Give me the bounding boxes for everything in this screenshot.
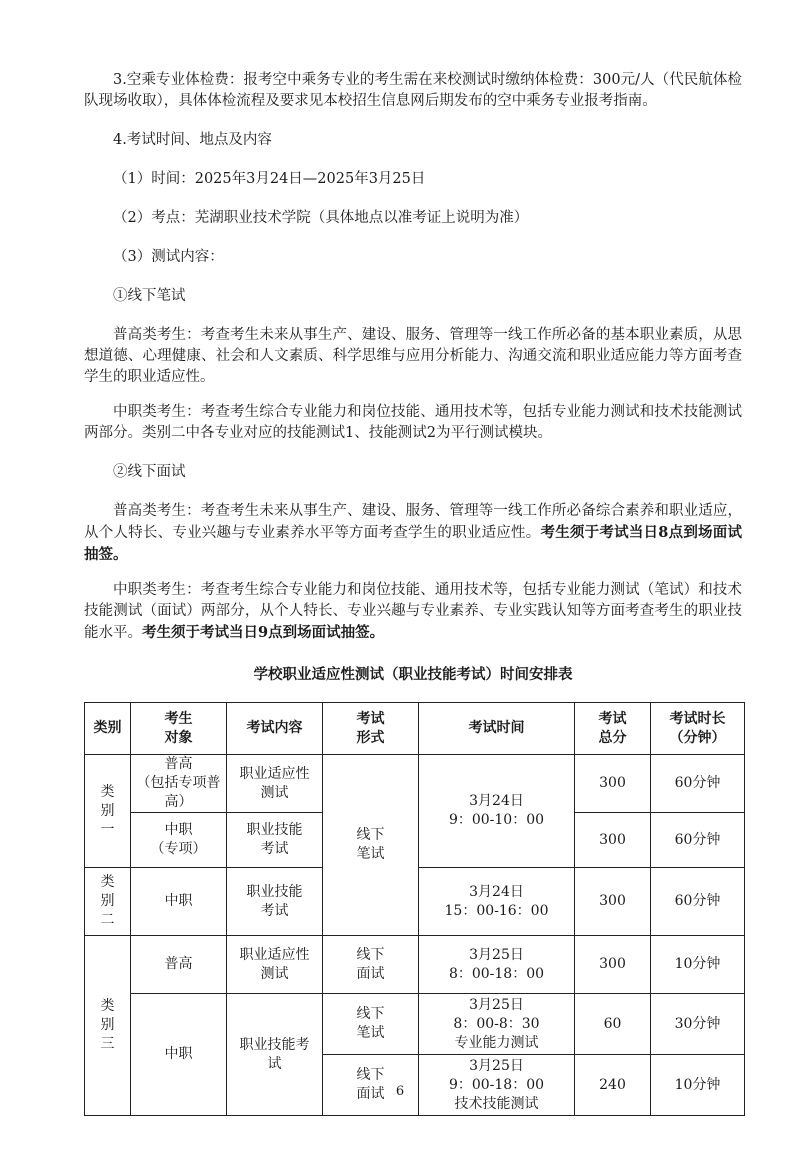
paragraph-vocational-written: 中职类考生：考查考生综合专业能力和岗位技能、通用技术等，包括专业能力测试和技术技能测试两部分。类别二中各专业对应的技能测试1、技能测试2为平行测试模块。 <box>84 404 742 441</box>
cell-form: 线下 面试 <box>323 1055 419 1116</box>
cell-form: 线下 笔试 <box>323 994 419 1055</box>
cell-score: 300 <box>575 936 651 994</box>
cell-target: 中职 <box>131 994 227 1116</box>
paragraph-exam-time: （1）时间：2025年3月24日—2025年3月25日 <box>113 171 426 187</box>
paragraph-physical-exam-fee: 3.空乘专业体检费：报考空中乘务专业的考生需在来校测试时缴纳体检费：300元/人（代民航体检队现场收取），具体体检流程及要求见本校招生信息网后期发布的空中乘务专业报考指南。 <box>84 72 742 109</box>
table-row <box>85 755 745 813</box>
cell-content: 职业技能考 试 <box>227 994 323 1116</box>
cell-score: 300 <box>575 868 651 936</box>
header-target: 考生 对象 <box>131 703 227 755</box>
cell-duration: 60分钟 <box>651 813 745 868</box>
page-number: 6 <box>395 1084 405 1099</box>
table-title: 学校职业适应性测试（职业技能考试）时间安排表 <box>253 666 573 683</box>
paragraph-interview: ②线下面试 <box>113 464 186 480</box>
cell-content: 职业适应性 测试 <box>227 755 323 813</box>
schedule-table <box>84 702 745 1116</box>
cell-duration: 10分钟 <box>651 1055 745 1116</box>
cell-duration: 30分钟 <box>651 994 745 1055</box>
general-interview-text: 普高类考生：考查考生未来从事生产、建设、服务、管理等一线工作所必备综合素养和职业适应，从个人特长、专业兴趣与专业素养水平等方面考查学生的职业适应性。 <box>84 503 742 541</box>
header-time: 考试时间 <box>419 703 575 755</box>
cell-duration: 60分钟 <box>651 755 745 813</box>
cell-target: 中职 <box>131 868 227 936</box>
table-header-row <box>85 703 745 755</box>
cell-target: 普高 <box>131 936 227 994</box>
category-three: 类 别 三 <box>85 936 131 1116</box>
table-row <box>85 936 745 994</box>
cell-time: 3月25日 8：00-18：00 <box>419 936 575 994</box>
general-interview-notice: 考生须于考试当日8点到场面试抽签。 <box>84 524 742 563</box>
cell-duration: 10分钟 <box>651 936 745 994</box>
cell-time: 3月25日 9：00-18：00 技术技能测试 <box>419 1055 575 1116</box>
cell-duration: 60分钟 <box>651 868 745 936</box>
header-form: 考试 形式 <box>323 703 419 755</box>
cell-content: 职业技能 考试 <box>227 868 323 936</box>
vocational-interview-text: 中职类考生：考查考生综合专业能力和岗位技能、通用技术等，包括专业能力测试（笔试）和技术技能测试（面试）两部分，从个人特长、专业兴趣与专业素养、专业实践认知等方面考查考生的职业技能水平。 <box>84 582 742 641</box>
cell-target: 普高 （包括专项普 高） <box>131 755 227 813</box>
header-content: 考试内容 <box>227 703 323 755</box>
paragraph-vocational-interview <box>84 580 742 644</box>
cell-score: 240 <box>575 1055 651 1116</box>
cell-form: 线下 笔试 <box>323 755 419 936</box>
paragraph-exam-location: （2）考点：芜湖职业技术学院（具体地点以准考证上说明为准） <box>113 210 529 226</box>
table-row <box>85 994 745 1055</box>
paragraph-written-test: ①线下笔试 <box>113 288 186 304</box>
document-page <box>84 70 742 1116</box>
cell-time: 3月24日 9：00-10：00 <box>419 755 575 868</box>
paragraph-test-content: （3）测试内容： <box>113 249 224 265</box>
category-one: 类 别 一 <box>85 755 131 868</box>
header-category: 类别 <box>85 703 131 755</box>
cell-time: 3月25日 8：00-8：30 专业能力测试 <box>419 994 575 1055</box>
cell-form: 线下 面试 <box>323 936 419 994</box>
paragraph-general-interview <box>84 501 742 566</box>
paragraph-general-written: 普高类考生：考查考生未来从事生产、建设、服务、管理等一线工作所必备的基本职业素质，从思想道德、心理健康、社会和人文素质、科学思维与应用分析能力、沟通交流和职业适应能力等方面考查学生的职业适应性。 <box>84 327 742 385</box>
category-two: 类 别 二 <box>85 868 131 936</box>
header-duration: 考试时长 （分钟） <box>651 703 745 755</box>
cell-score: 300 <box>575 755 651 813</box>
cell-score: 60 <box>575 994 651 1055</box>
cell-time: 3月24日 15：00-16：00 <box>419 868 575 936</box>
vocational-interview-notice: 考生须于考试当日9点到场面试抽签。 <box>142 624 385 641</box>
cell-content: 职业技能 考试 <box>227 813 323 868</box>
cell-score: 300 <box>575 813 651 868</box>
paragraph-exam-heading: 4.考试时间、地点及内容 <box>113 132 272 148</box>
header-score: 考试 总分 <box>575 703 651 755</box>
cell-content: 职业适应性 测试 <box>227 936 323 994</box>
cell-target: 中职 （专项） <box>131 813 227 868</box>
